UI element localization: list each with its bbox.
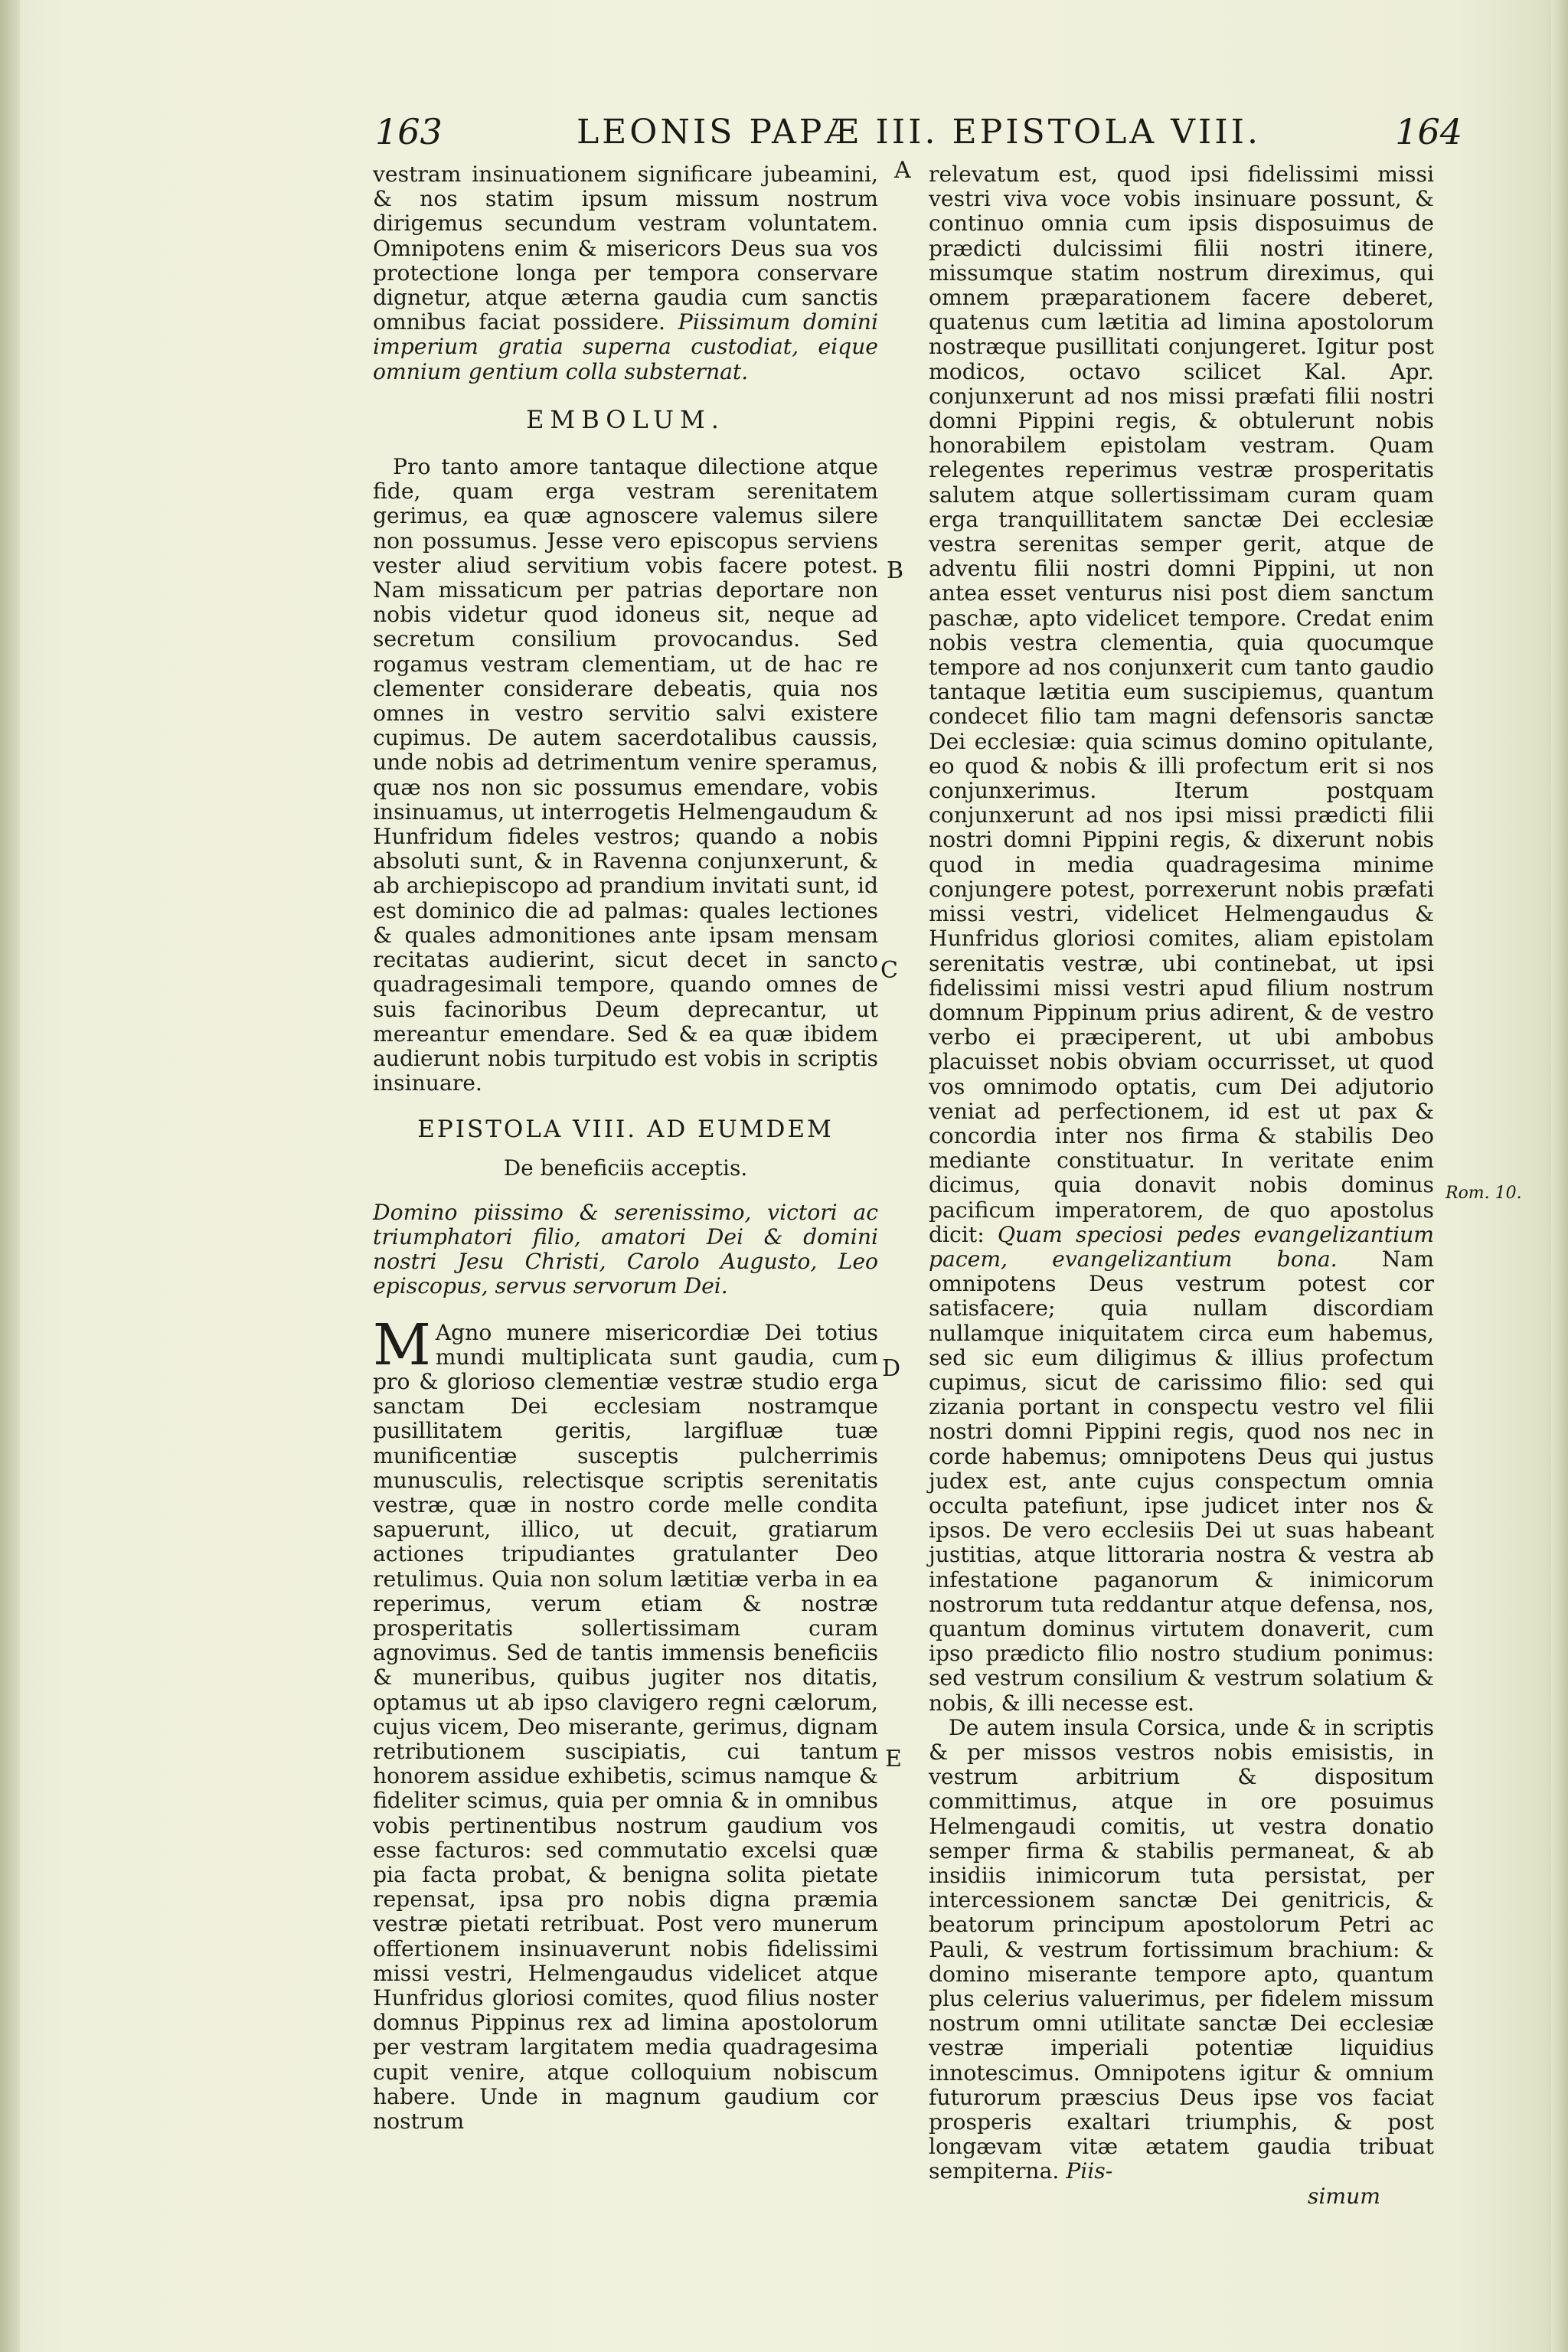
intro-text (373, 162, 878, 384)
closing-italic: Piis- (1066, 2158, 1113, 2184)
right-paragraph-1 (929, 162, 1434, 1716)
intro-text-italic: Piissimum domini imperium gratia superna custodiat, eique omnium gentium colla substernat. (373, 309, 878, 384)
embolum-paragraph: Pro tanto amore tantaque dilectione atque fide, quam erga vestram serenitatem gerimus, ea quæ agnoscere valemus silere non possumus. Jesse vero episcopus serviens vester aliud servitium vobis facere potest. Nam missaticum per patrias deportare non nobis videtur quod idoneus sit, neque ad secretum consilium provocandus. Sed rogamus vestram clementiam, ut de hac re clementer considerare debeatis, quia nos omnes in vestro servitio salvi existere cupimus. De autem sacerdotalibus caussis, unde nobis ad detrimentum venire speramus, quæ nos non sic possumus emendare, vobis insinuamus, ut interrogetis Helmengaudum & Hunfridum fideles vestros; quando a nobis absoluti sunt, & in Ravenna conjunxerunt, & ab archiepiscopo ad prandium invitati sunt, id est dominico die ad palmas: quales lectiones & quales admonitiones ante ipsam mensam recitatas audierint, sicut decet in sancto quadragesimali tempore, quando omnes de suis facinoribus Deum deprecantur, ut mereantur emendare. Sed & ea quæ ibidem audierunt nobis turpitudo est vobis in scriptis insinuare. (373, 454, 878, 1096)
margin-letter-e: E (885, 1746, 902, 1772)
margin-letter-b: B (887, 557, 904, 584)
letter-text: Agno munere misericordiæ Dei totius mundi multiplicata sunt gaudia, cum pro & glorioso clementiæ vestræ studio erga sanctam Dei ecclesiam nostramque pusillitatem geritis, largifluæ tuæ munificentiæ susceptis pulcherrimis munusculis, relectisque scriptis serenitatis vestræ, quæ in nostro corde melle condita sapuerunt, illico, ut decuit, gratiarum actiones tripudiantes gratulanter Deo retulimus. Quia non solum lætitiæ verba in ea reperimus, verum etiam & nostræ prosperitatis sollertissimam curam agnovimus. Sed de tantis immensis beneficiis & muneribus, quibus jugiter nos ditatis, optamus ut ab ipso clavigero regni cælorum, cujus vicem, Deo miserante, gerimus, dignam retributionem suscipiatis, cui tantum honorem assidue exhibetis, scimus namque & fideliter scimus, quia per omnia & in omnibus vobis pertinentibus nostrum gaudium vos esse facturos: sed commutatio excelsi quæ pia facta probat, & benigna solita pietate repensat, ipsa pro nobis digna præmia vestræ pietati retribuat. Post vero munerum offertionem insinuaverunt nobis fidelissimi missi vestri, Helmengaudus videlicet atque Hunfridus gloriosi comites, quod filius noster domnus Pippinus rex ad limina apostolorum per vestram largitatem media quadragesima cupit venire, atque colloquium nobiscum habere. Unde in magnum gaudium cor nostrum (373, 1319, 878, 2135)
embolum-heading: EMBOLUM. (526, 404, 725, 434)
left-column (373, 162, 878, 2134)
scripture-quote: Quam speciosi pedes evangelizantium pacem, evangelizantium bona. (929, 1221, 1434, 1272)
margin-letter-a: A (894, 157, 911, 184)
letter-paragraph (373, 1312, 878, 2135)
right-column (929, 162, 1434, 2209)
drop-cap: M (373, 1312, 431, 1378)
margin-letter-d: D (882, 1355, 901, 1382)
page-edge-left (0, 0, 20, 2352)
running-head (375, 111, 1462, 165)
intro-text-roman: vestram insinuationem significare jubeamini, & nos statim ipsum missum nostrum dirigemus secundum vestram voluntatem. Omnipotens enim & misericors Deus sua vos protectione longa per tempora conservare dignetur, atque æterna gaudia cum sanctis omnibus faciat possidere. (373, 162, 878, 335)
salutation: Domino piissimo & serenissimo, victori ac triumphatori filio, amatori Dei & domini nostri Jesu Christi, Carolo Augusto, Leo episcopus, servus servorum Dei. (373, 1199, 878, 1299)
margin-reference: Rom. 10. (1446, 1184, 1522, 1203)
right-text-2: De autem insula Corsica, unde & in scriptis & per missos vestros nobis emisistis, in vestrum arbitrium & dispositum committimus, atque in ore posuimus Helmengaudi comitis, ut vestra donatio semper firma & stabilis permaneat, & ab insidiis inimicorum tuta persistat, per intercessionem sanctæ Dei genitricis, & beatorum principum apostolorum Petri ac Pauli, & vestrum fortissimum brachium: & domino miserante tempore apto, quantum plus celerius valuerimus, per fidelem missum nostrum omni utilitate sanctæ Dei ecclesiæ vestræ imperiali potentiæ liquidius innotescimus. Omnipotens igitur & omnium futurorum præscius Deus ipse vos faciat prosperis exaltari triumphis, & post longævam vitæ ætatem gaudia tribuat sempiterna. (929, 1714, 1434, 2184)
right-paragraph-2 (929, 1716, 1434, 2184)
page-number-left: 163 (375, 111, 443, 152)
epistola-subtitle: De beneficiis acceptis. (503, 1155, 748, 1181)
page-number-right: 164 (1395, 111, 1462, 152)
catchword: simum (1307, 2183, 1380, 2209)
margin-letter-c: C (880, 957, 898, 984)
right-text-1: relevatum est, quod ipsi fidelissimi missi vestri viva voce vobis insinuare possunt, & continuo omnia cum ipsis disposuimus de prædicti dulcissimi filii nostri itinere, missumque statim nostrum direximus, qui omnem præparationem facere deberet, quatenus cum lætitia ad limina apostolorum nostræque pusillitati conjungeret. Igitur post modicos, octavo scilicet Kal. Apr. conjunxerunt ad nos missi præfati filii nostri domni Pippini regis, & obtulerunt nobis honorabilem epistolam vestram. Quam relegentes reperimus vestræ prosperitatis salutem atque sollertissimam curam quam erga tranquillitatem sanctæ Dei ecclesiæ vestra serenitas semper gerit, atque de adventu filii nostri domni Pippini, ut non antea esset venturus nisi post diem sanctum paschæ, apto videlicet tempore. Credat enim nobis vestra clementia, quia quocumque tempore ad nos conjunxerit cum tanto gaudio tantaque lætitia eum suscipiemus, quantum condecet filio tam magni defensoris sanctæ Dei ecclesiæ: quia scimus domino opitulante, eo quod & nobis & illi profectum erit si nos conjunxerimus. Iterum postquam conjunxerunt ad nos ipsi missi prædicti filii nostri domni Pippini regis, & dixerunt nobis quod in media quadragesima minime conjungere potest, porrexerunt nobis præfati missi vestri, videlicet Helmengaudus & Hunfridus gloriosi comites, aliam epistolam serenitatis vestræ, ubi continebat, ut ipsi fidelissimi missi vestri apud filium nostrum domnum Pippinum prius adirent, & de vestro verbo ei præciperent, ut ubi ambobus placuisset nobis obviam occurrisset, ut quod vos omnimodo optatis, cum Dei adjutorio veniat ad perfectionem, id est ut pax & concordia inter nos firma & stabilis Deo mediante constituatur. In veritate enim dicimus, quia donavit nobis dominus pacificum imperatorem, de quo apostolus dicit: (929, 162, 1434, 1247)
page-edge-right (1551, 0, 1568, 2352)
epistola-heading: EPISTOLA VIII. AD EUMDEM (417, 1116, 834, 1144)
running-title: LEONIS PAPÆ III. EPISTOLA VIII. (576, 113, 1262, 152)
right-text-1-cont: Nam omnipotens Deus vestrum potest cor satisfacere; quia nullam discordiam nullamque iniquitatem circa eum habemus, sed sic eum diligimus & illius profectum cupimus, sicut de carissimo filio: sed qui zizania portant in conspectu vestro vel filii nostri domni Pippini regis, quod nos nec in corde habemus; omnipotens Deus qui justus judex est, ante cujus conspectum omnia occulta patefiunt, ipse judicet inter nos & ipsos. De vero ecclesiis Dei ut suas habeant justitias, atque littoraria nostra & vestra ab infestatione paganorum & inimicorum nostrorum tuta reddantur atque defensa, nos, quantum dominus virtutem donaverit, cum ipso prædicto filio nostro studium ponimus: sed vestrum consilium & vestrum solatium & nobis, & illi necesse est. (929, 1246, 1434, 1716)
